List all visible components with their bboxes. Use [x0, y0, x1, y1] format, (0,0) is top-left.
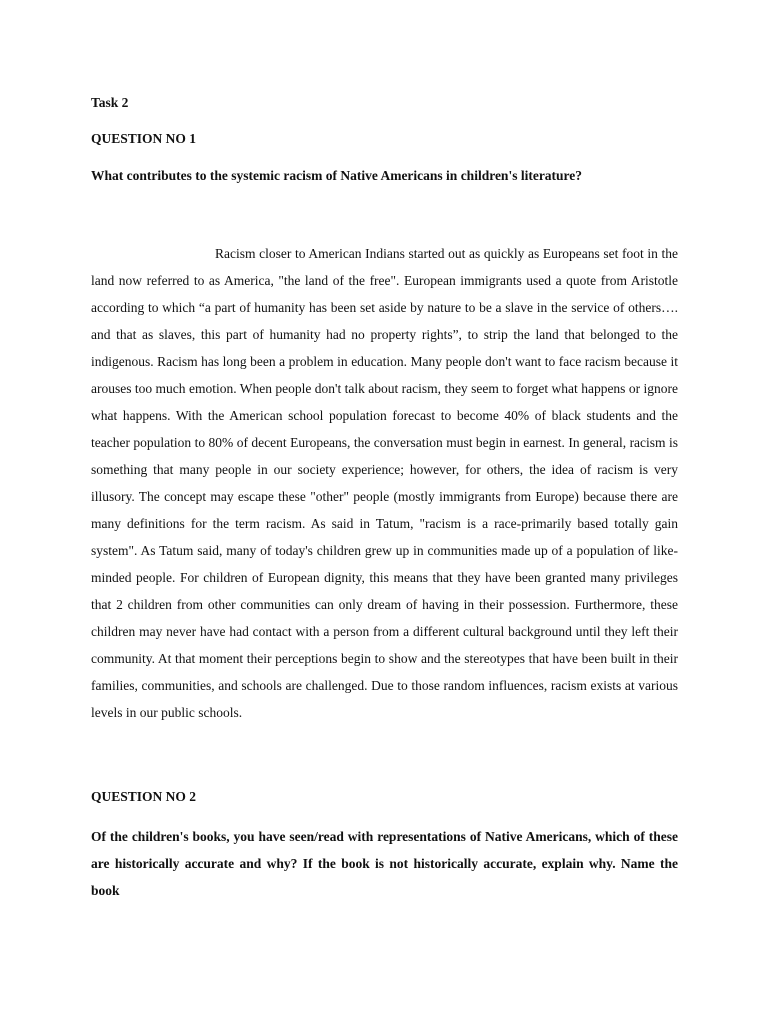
question-2-text: Of the children's books, you have seen/read with representations of Native Americans, which of these are historically accurate and why? If the book is not historically accurate, explain why. Name the book [91, 829, 678, 898]
question-1-answer: Racism closer to American Indians started out as quickly as Europeans set foot in the land now referred to as America, "the land of the free". European immigrants used a quote from Aristotle according to which “a part of humanity has been set aside by nature to be a slave in the service of others…. and that as slaves, this part of humanity had no property rights”, to strip the land that belonged to the indigenous. Racism has long been a problem in education. Many people don't want to face racism because it arouses too much emotion. When people don't talk about racism, they seem to forget what happens or ignore what happens. With the American school population forecast to become 40% of black students and the teacher population to 80% of decent Europeans, the conversation must begin in earnest. In general, racism is something that many people in our society experience; however, for others, the idea of racism is very illusory. The concept may escape these "other" people (mostly immigrants from Europe) because there are many definitions for the term racism. As said in Tatum, "racism is a race-primarily based totally gain system". As Tatum said, many of today's children grew up in communities made up of a population of like-minded people. For children of European dignity, this means that they have been granted many privileges that 2 children from other communities can only dream of having in their possession. Furthermore, these children may never have had contact with a person from a different cultural background until they left their community. At that moment their perceptions begin to show and the stereotypes that have been built in their families, communities, and schools are challenged. Due to those random influences, racism exists at various levels in our public schools. [91, 246, 678, 720]
question-1-text: What contributes to the systemic racism of Native Americans in children's literature? [91, 168, 583, 183]
task-label: Task 2 [91, 95, 129, 110]
question-1-heading: QUESTION NO 1 [91, 131, 197, 146]
question-2-heading: QUESTION NO 2 [91, 789, 197, 804]
